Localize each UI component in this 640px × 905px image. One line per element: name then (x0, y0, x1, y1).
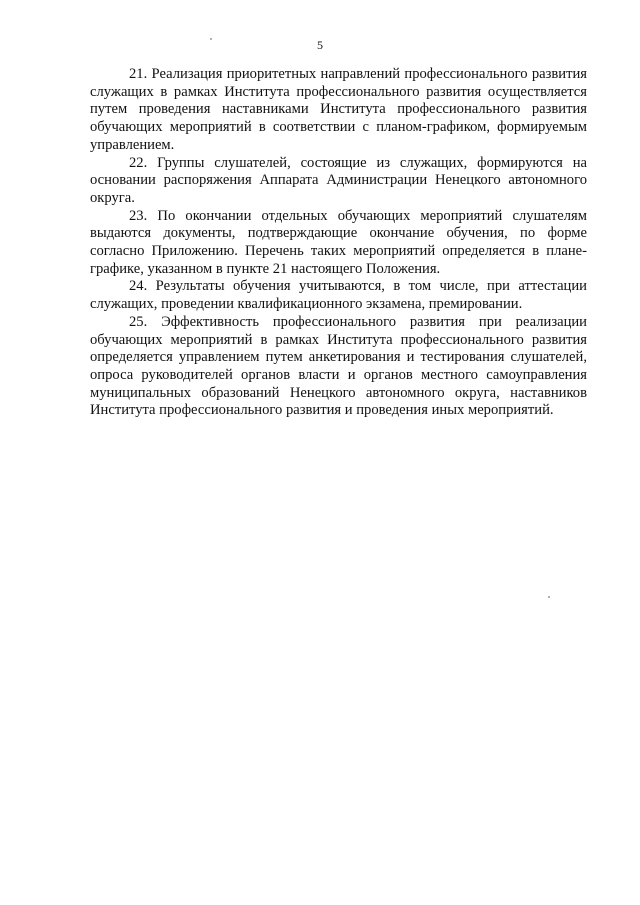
paragraph-23: 23. По окончании отдельных обучающих мероприятий слушателям выдаются документы, подтверждающие окончание обучения, по форме согласно Приложению. Перечень таких мероприятий определяется в плане-графике, указанном в пункте 21 настоящего Положения. (90, 207, 587, 277)
scan-speck (548, 596, 550, 598)
document-body (90, 66, 587, 420)
page-number: 5 (317, 38, 323, 52)
paragraph-24: 24. Результаты обучения учитываются, в том числе, при аттестации служащих, проведении квалификационного экзамена, премировании. (90, 278, 587, 313)
paragraph-22: 22. Группы слушателей, состоящие из служащих, формируются на основании распоряжения Аппарата Администрации Ненецкого автономного округа. (90, 154, 587, 206)
paragraph-25: 25. Эффективность профессионального развития при реализации обучающих мероприятий в рамках Института профессионального развития определяется управлением путем анкетирования и тестирования слушателей, опроса руководителей органов власти и органов местного самоуправления муниципальных образований Ненецкого автономного округа, наставников Института профессионального развития и проведения иных мероприятий. (90, 313, 587, 419)
paragraph-21: 21. Реализация приоритетных направлений профессионального развития служащих в рамках Института профессионального развития осуществляется путем проведения наставниками Института профессионального развития обучающих мероприятий в соответствии с планом-графиком, формируемым управлением. (90, 66, 587, 153)
